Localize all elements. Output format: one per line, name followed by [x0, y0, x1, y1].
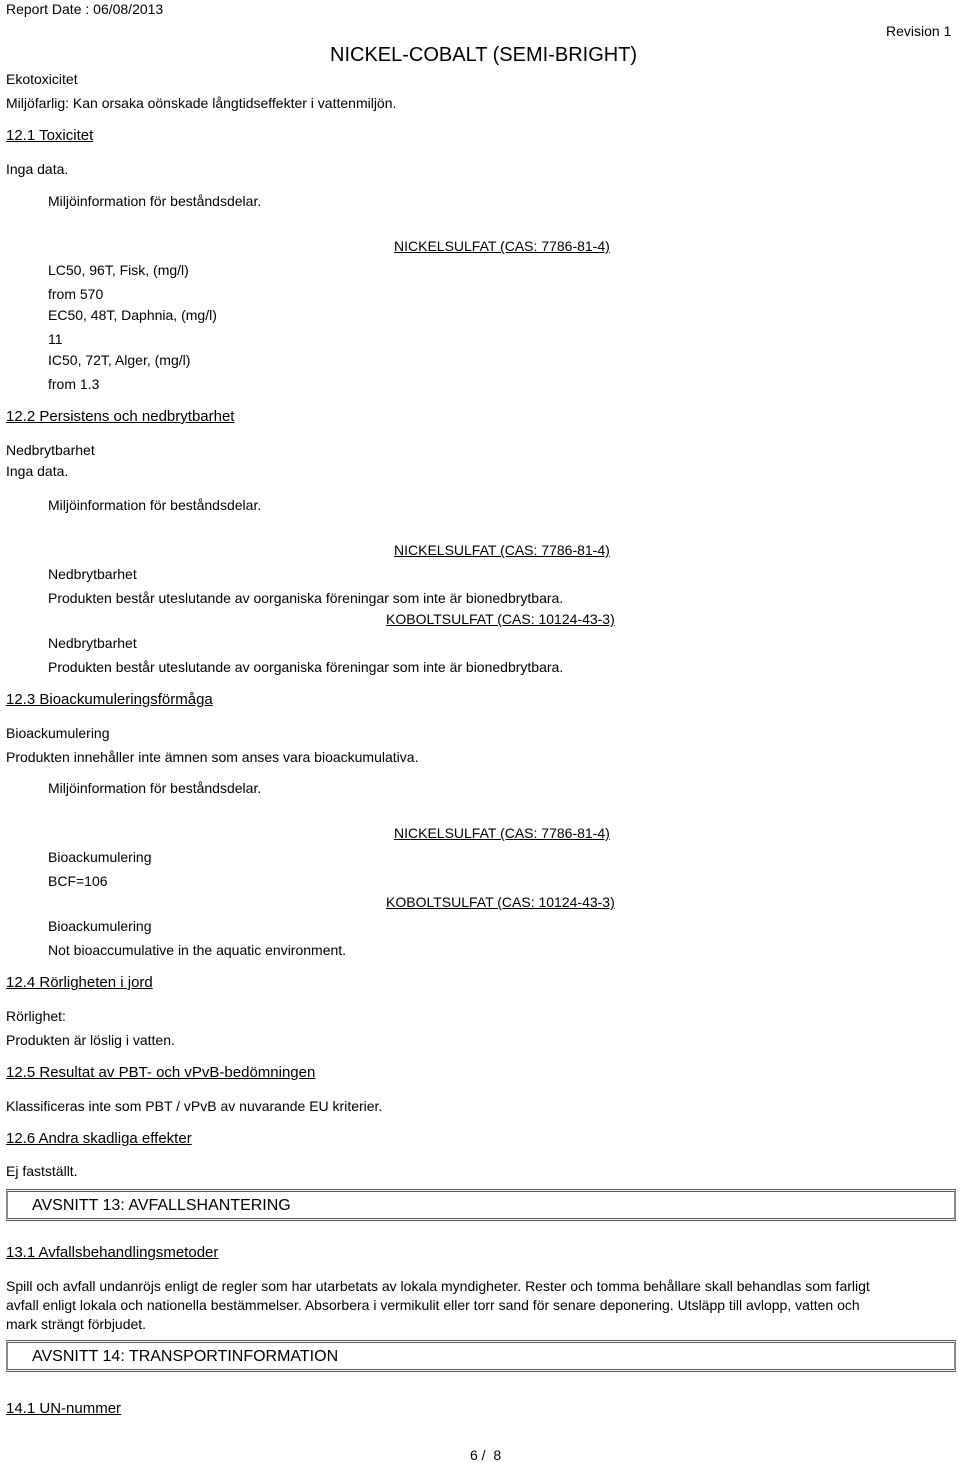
bcf-value: BCF=106: [48, 873, 108, 889]
substance-nickelsulfat: NICKELSULFAT (CAS: 7786-81-4): [394, 825, 610, 841]
section-14-title: AVSNITT 14: TRANSPORTINFORMATION: [32, 1348, 339, 1365]
degradability-label: Nedbrytbarhet: [48, 566, 137, 582]
section-12-6-heading: 12.6 Andra skadliga effekter: [6, 1130, 192, 1147]
section-12-4-heading: 12.4 Rörligheten i jord: [6, 974, 153, 991]
section-14-band: [6, 1340, 956, 1372]
section-13-band: [6, 1189, 956, 1221]
degradability-text: Produkten består uteslutande av oorganiska föreningar som inte är bionedbrytbara.: [48, 590, 564, 606]
section-12-3-heading: 12.3 Bioackumuleringsförmåga: [6, 691, 213, 708]
ec50-value: 11: [48, 331, 63, 347]
report-date: Report Date : 06/08/2013: [6, 1, 164, 17]
mobility-text: Produkten är löslig i vatten.: [6, 1032, 175, 1048]
ic50-value: from 1.3: [48, 376, 100, 392]
bioaccumulation-label: Bioackumulering: [48, 918, 152, 934]
ec50-label: EC50, 48T, Daphnia, (mg/l): [48, 307, 217, 323]
degradability-label: Nedbrytbarhet: [48, 635, 137, 651]
other-effects-text: Ej fastställt.: [6, 1163, 78, 1179]
env-info-label: Miljöinformation för beståndsdelar.: [48, 193, 262, 209]
toxicity-no-data: Inga data.: [6, 161, 69, 177]
document-title: NICKEL-COBALT (SEMI-BRIGHT): [330, 44, 638, 66]
section-13-title: AVSNITT 13: AVFALLSHANTERING: [32, 1197, 291, 1214]
revision-label: Revision 1: [886, 23, 952, 39]
ecotox-text: Miljöfarlig: Kan orsaka oönskade långtidseffekter i vattenmiljön.: [6, 95, 397, 111]
degradability-text: Produkten består uteslutande av oorganiska föreningar som inte är bionedbrytbara.: [48, 659, 564, 675]
bioaccumulation-label: Bioackumulering: [6, 725, 110, 741]
pbt-text: Klassificeras inte som PBT / vPvB av nuvarande EU kriterier.: [6, 1098, 383, 1114]
ic50-label: IC50, 72T, Alger, (mg/l): [48, 352, 191, 368]
section-13-1-heading: 13.1 Avfallsbehandlingsmetoder: [6, 1244, 219, 1261]
section-14-1-heading: 14.1 UN-nummer: [6, 1400, 122, 1417]
waste-treatment-text: Spill och avfall undanröjs enligt de regler som har utarbetats av lokala myndigheter. Rester och tomma behållare skall behandlas som farligt avfall enligt lokala och nationella bestämmelser. Absorbera i vermikulit eller torr sand för senare deponering. Utsläpp till avlopp, vatten och mark strängt förbjudet.: [6, 1278, 870, 1332]
lc50-label: LC50, 96T, Fisk, (mg/l): [48, 262, 189, 278]
env-info-label: Miljöinformation för beståndsdelar.: [48, 780, 262, 796]
bioaccumulation-value: Not bioaccumulative in the aquatic environment.: [48, 942, 347, 958]
substance-nickelsulfat: NICKELSULFAT (CAS: 7786-81-4): [394, 238, 610, 254]
ecotox-label: Ekotoxicitet: [6, 71, 78, 87]
degradability-label: Nedbrytbarhet: [6, 442, 95, 458]
substance-koboltsulfat: KOBOLTSULFAT (CAS: 10124-43-3): [386, 894, 615, 910]
mobility-label: Rörlighet:: [6, 1008, 66, 1024]
substance-koboltsulfat: KOBOLTSULFAT (CAS: 10124-43-3): [386, 611, 615, 627]
env-info-label: Miljöinformation för beståndsdelar.: [48, 497, 262, 513]
lc50-value: from 570: [48, 286, 104, 302]
substance-nickelsulfat: NICKELSULFAT (CAS: 7786-81-4): [394, 542, 610, 558]
page-number: 6 / 8: [470, 1447, 502, 1463]
section-12-5-heading: 12.5 Resultat av PBT- och vPvB-bedömningen: [6, 1064, 316, 1081]
bioaccumulation-label: Bioackumulering: [48, 849, 152, 865]
section-12-1-heading: 12.1 Toxicitet: [6, 127, 94, 144]
bioaccumulation-text: Produkten innehåller inte ämnen som anses vara bioackumulativa.: [6, 749, 419, 765]
section-12-2-heading: 12.2 Persistens och nedbrytbarhet: [6, 408, 235, 425]
degradability-no-data: Inga data.: [6, 463, 69, 479]
